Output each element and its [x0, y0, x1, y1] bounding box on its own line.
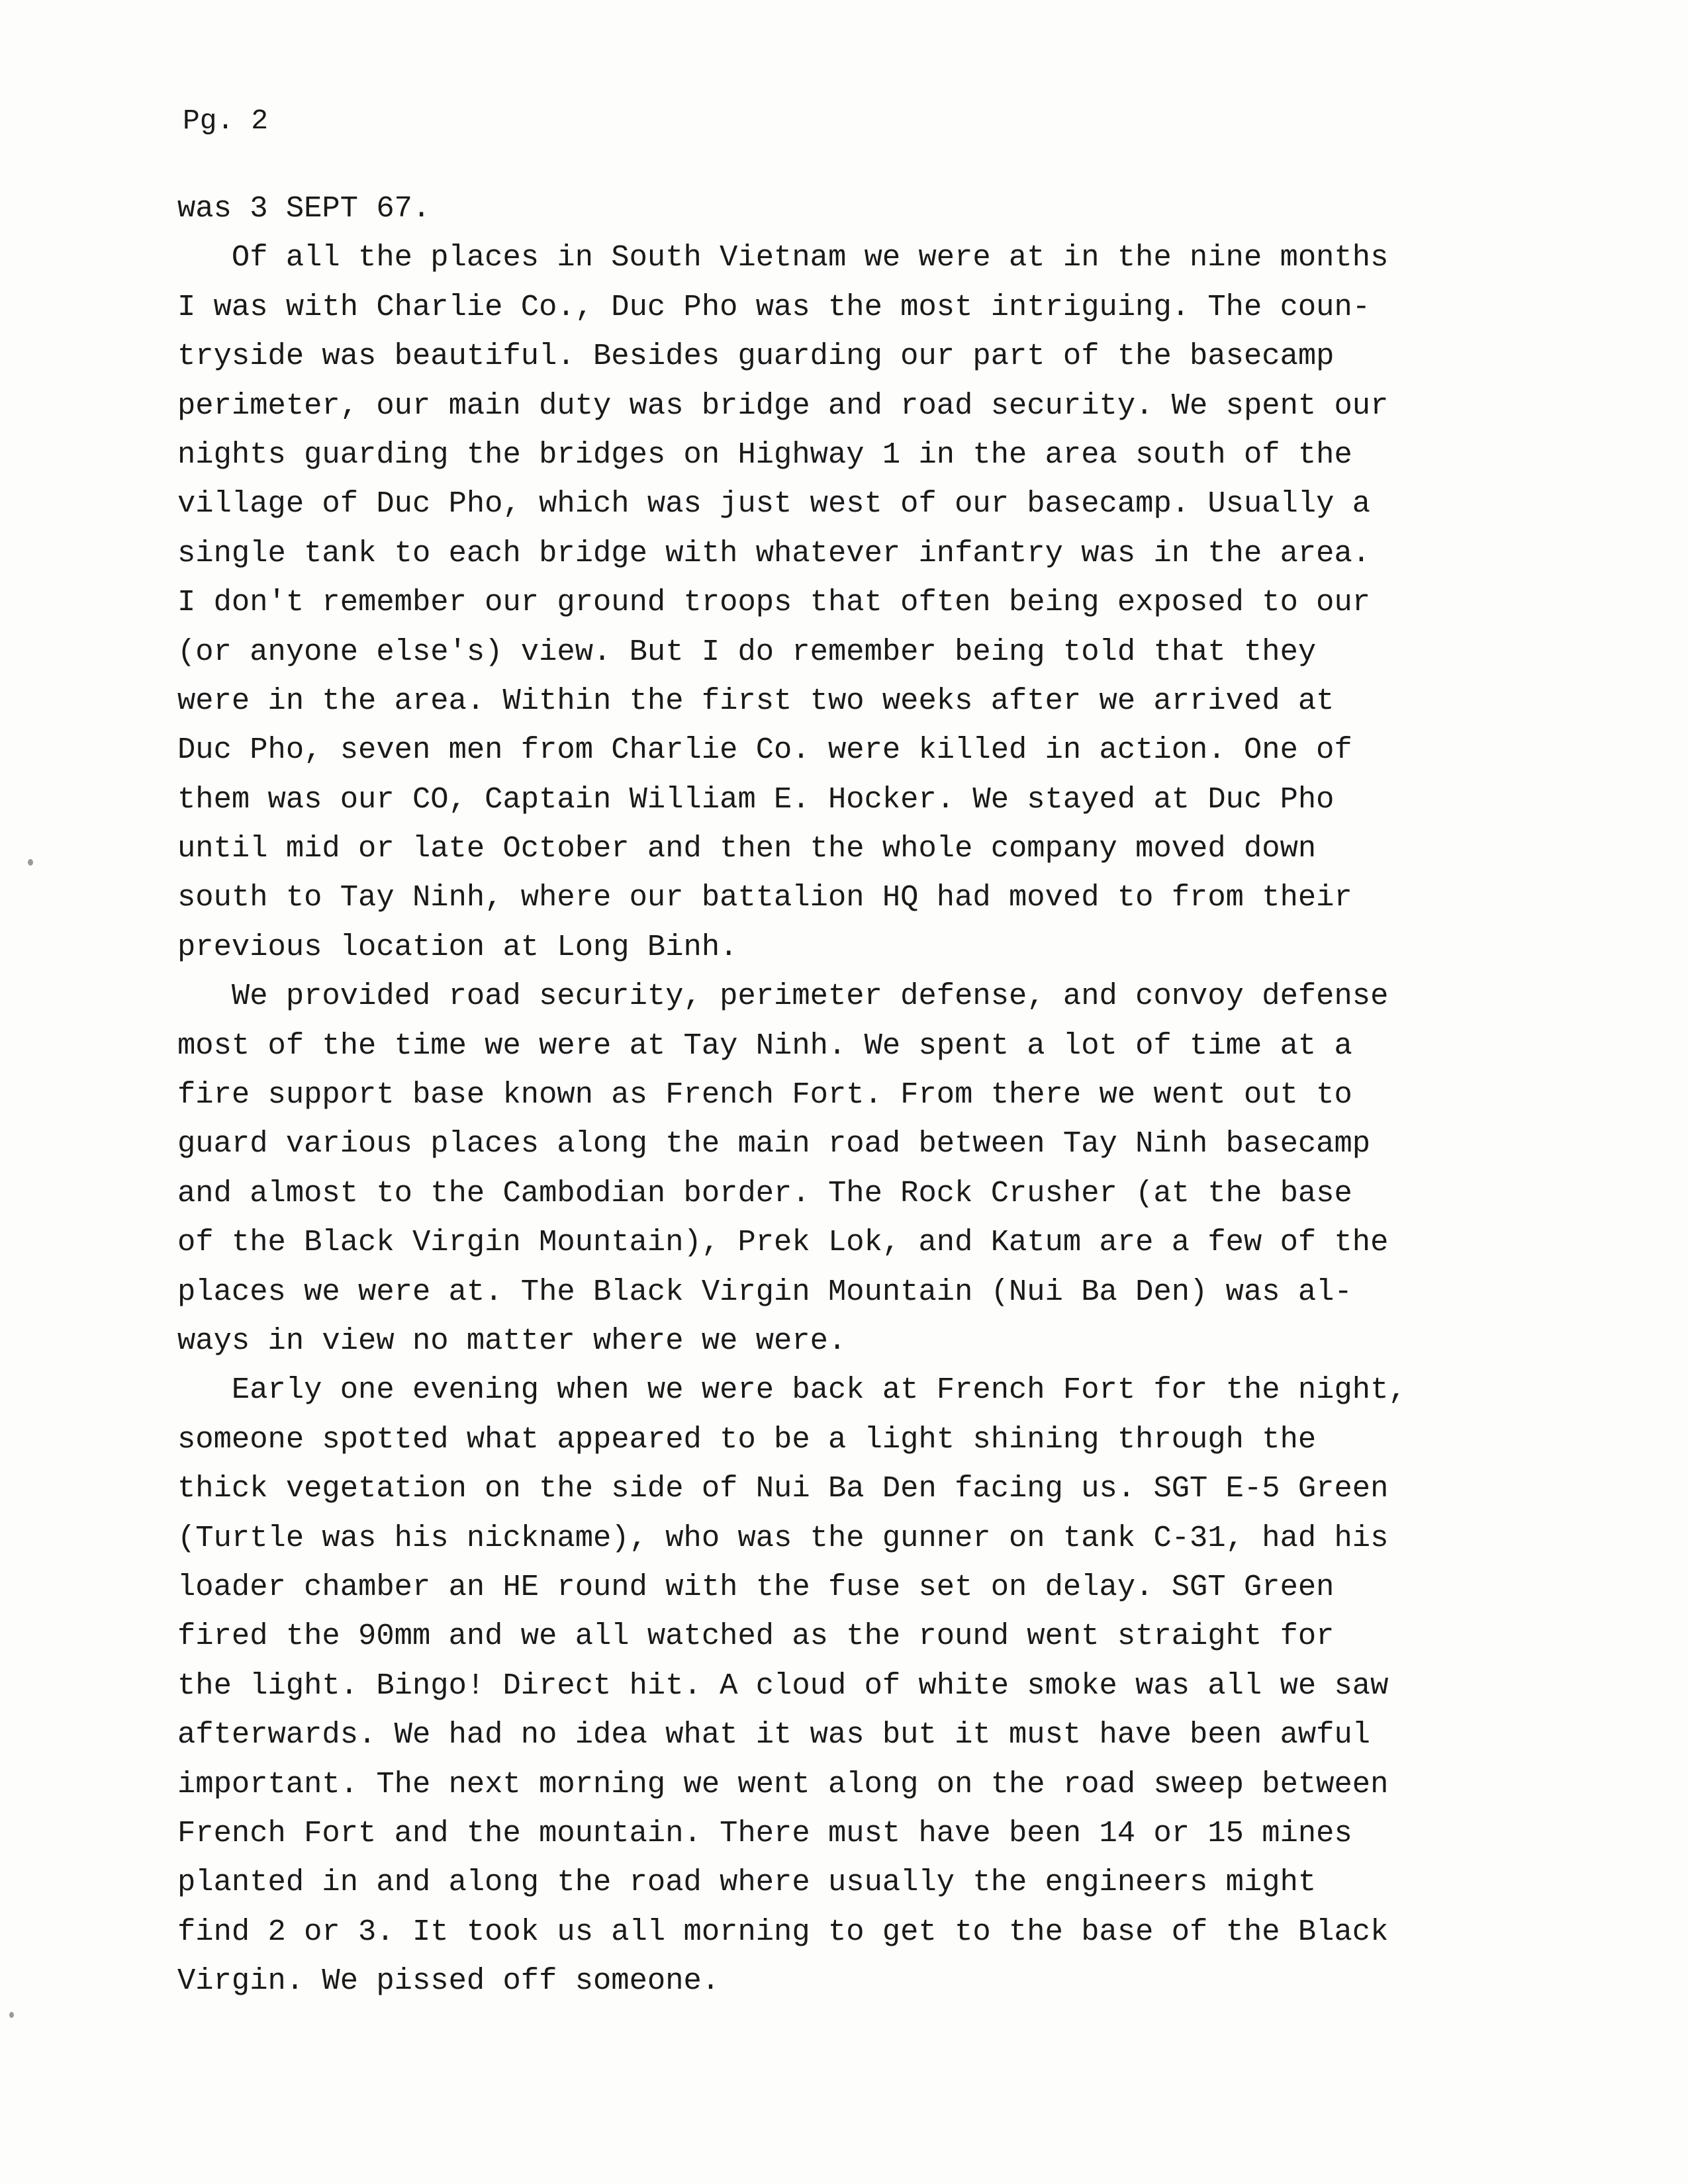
text-line: fire support base known as French Fort. From there we went out to	[177, 1077, 1352, 1113]
text-line: until mid or late October and then the whole company moved down	[177, 831, 1317, 866]
text-line: find 2 or 3. It took us all morning to get to the base of the Black	[177, 1914, 1389, 1949]
text-line: were in the area. Within the first two weeks after we arrived at	[177, 683, 1335, 718]
text-line: thick vegetation on the side of Nui Ba Den facing us. SGT E-5 Green	[177, 1471, 1389, 1506]
text-line: was 3 SEPT 67.	[177, 191, 431, 226]
text-line: nights guarding the bridges on Highway 1 in the area south of the	[177, 437, 1352, 472]
paper-speck	[28, 859, 33, 866]
text-line: afterwards. We had no idea what it was but it must have been awful	[177, 1717, 1371, 1752]
text-line: village of Duc Pho, which was just west of our basecamp. Usually a	[177, 486, 1371, 522]
text-line: Of all the places in South Vietnam we were at in the nine months	[177, 240, 1389, 275]
text-line: Early one evening when we were back at French Fort for the night,	[177, 1373, 1407, 1408]
text-line: I was with Charlie Co., Duc Pho was the most intriguing. The coun-	[177, 289, 1371, 324]
text-line: I don't remember our ground troops that often being exposed to our	[177, 585, 1371, 620]
paper-speck	[9, 2012, 14, 2018]
text-line: previous location at Long Binh.	[177, 929, 738, 964]
text-line: Duc Pho, seven men from Charlie Co. were killed in action. One of	[177, 733, 1352, 768]
text-line: single tank to each bridge with whatever infantry was in the area.	[177, 535, 1371, 570]
text-line: (or anyone else's) view. But I do remember being told that they	[177, 634, 1317, 669]
text-line: (Turtle was his nickname), who was the gunner on tank C-31, had his	[177, 1520, 1389, 1555]
text-line: ways in view no matter where we were.	[177, 1323, 847, 1358]
text-line: loader chamber an HE round with the fuse set on delay. SGT Green	[177, 1569, 1335, 1604]
typed-body-text	[177, 184, 1528, 2005]
text-line: guard various places along the main road between Tay Ninh basecamp	[177, 1126, 1371, 1161]
page-number: Pg. 2	[183, 105, 269, 137]
text-line: important. The next morning we went along on the road sweep between	[177, 1766, 1389, 1801]
text-line: French Fort and the mountain. There must have been 14 or 15 mines	[177, 1815, 1352, 1850]
text-line: tryside was beautiful. Besides guarding our part of the basecamp	[177, 339, 1335, 374]
text-line: most of the time we were at Tay Ninh. We spent a lot of time at a	[177, 1028, 1352, 1063]
text-line: We provided road security, perimeter defense, and convoy defense	[177, 979, 1389, 1014]
text-line: the light. Bingo! Direct hit. A cloud of white smoke was all we saw	[177, 1668, 1389, 1703]
text-line: places we were at. The Black Virgin Mountain (Nui Ba Den) was al-	[177, 1274, 1352, 1309]
text-line: of the Black Virgin Mountain), Prek Lok, and Katum are a few of the	[177, 1225, 1389, 1260]
text-line: perimeter, our main duty was bridge and road security. We spent our	[177, 388, 1389, 423]
text-line: south to Tay Ninh, where our battalion HQ had moved to from their	[177, 880, 1352, 915]
text-line: Virgin. We pissed off someone.	[177, 1964, 720, 1999]
text-line: someone spotted what appeared to be a light shining through the	[177, 1422, 1317, 1457]
text-line: fired the 90mm and we all watched as the round went straight for	[177, 1619, 1335, 1654]
text-line: and almost to the Cambodian border. The Rock Crusher (at the base	[177, 1175, 1352, 1210]
text-line: them was our CO, Captain William E. Hocker. We stayed at Duc Pho	[177, 782, 1335, 817]
text-line: planted in and along the road where usually the engineers might	[177, 1865, 1317, 1900]
